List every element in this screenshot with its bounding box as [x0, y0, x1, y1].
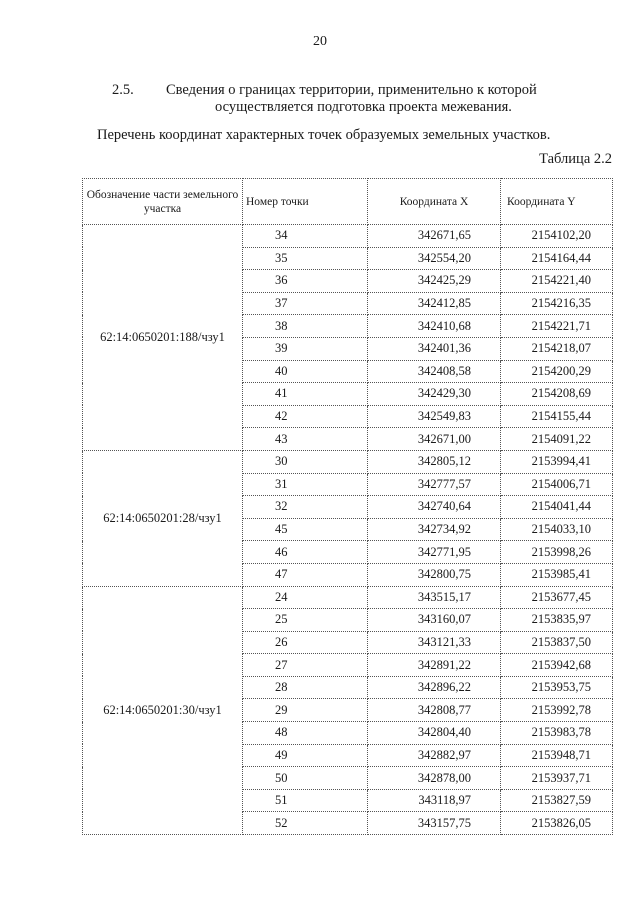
table-caption: Таблица 2.2: [539, 151, 612, 167]
coordinate-x: 342740,64: [368, 496, 501, 519]
coordinate-y: 2153835,97: [501, 609, 613, 632]
coordinate-x: 342671,65: [368, 225, 501, 248]
point-number: 50: [243, 767, 368, 790]
table-row: [83, 225, 613, 248]
coordinate-x: 342549,83: [368, 405, 501, 428]
coordinate-x: 342777,57: [368, 473, 501, 496]
section-title-line1: Сведения о границах территории, применительно к которой: [166, 82, 537, 98]
header-part: Обозначение части земельного участка: [83, 179, 243, 225]
point-number: 38: [243, 315, 368, 338]
coordinate-x: 342891,22: [368, 654, 501, 677]
table-body: [83, 225, 613, 835]
coordinates-table: [82, 178, 613, 835]
coordinate-y: 2154164,44: [501, 247, 613, 270]
point-number: 34: [243, 225, 368, 248]
point-number: 30: [243, 450, 368, 473]
coordinate-y: 2153827,59: [501, 789, 613, 812]
coordinate-y: 2153948,71: [501, 744, 613, 767]
land-plot-part: 62:14:0650201:188/чзу1: [83, 225, 243, 451]
coordinate-y: 2154221,40: [501, 270, 613, 293]
coordinate-y: 2154216,35: [501, 292, 613, 315]
point-number: 48: [243, 722, 368, 745]
coordinate-x: 343121,33: [368, 631, 501, 654]
header-x: Координата X: [368, 179, 501, 225]
header-y: Координата Y: [501, 179, 613, 225]
coordinate-y: 2153953,75: [501, 676, 613, 699]
coordinate-x: 342401,36: [368, 337, 501, 360]
coordinate-y: 2154091,22: [501, 428, 613, 451]
land-plot-part: 62:14:0650201:28/чзу1: [83, 450, 243, 586]
section-number: 2.5.: [112, 82, 134, 98]
land-plot-part: 62:14:0650201:30/чзу1: [83, 586, 243, 835]
point-number: 43: [243, 428, 368, 451]
point-number: 47: [243, 563, 368, 586]
point-number: 25: [243, 609, 368, 632]
page-number: 20: [313, 34, 327, 49]
point-number: 45: [243, 518, 368, 541]
header-point: Номер точки: [243, 179, 368, 225]
section-heading-line1: [112, 82, 537, 99]
coordinate-y: 2154006,71: [501, 473, 613, 496]
coordinate-x: 342425,29: [368, 270, 501, 293]
point-number: 52: [243, 812, 368, 835]
coordinate-y: 2153994,41: [501, 450, 613, 473]
point-number: 51: [243, 789, 368, 812]
coordinate-y: 2153826,05: [501, 812, 613, 835]
section-title-line2: осуществляется подготовка проекта межевания.: [215, 99, 512, 115]
coordinate-y: 2154041,44: [501, 496, 613, 519]
coordinate-x: 342771,95: [368, 541, 501, 564]
coordinate-y: 2154208,69: [501, 383, 613, 406]
coordinate-x: 342734,92: [368, 518, 501, 541]
point-number: 46: [243, 541, 368, 564]
table-row: [83, 586, 613, 609]
coordinate-x: 342429,30: [368, 383, 501, 406]
coordinate-x: 343118,97: [368, 789, 501, 812]
point-number: 40: [243, 360, 368, 383]
coordinate-x: 342878,00: [368, 767, 501, 790]
coordinate-y: 2153998,26: [501, 541, 613, 564]
point-number: 39: [243, 337, 368, 360]
point-number: 49: [243, 744, 368, 767]
coordinate-y: 2154102,20: [501, 225, 613, 248]
point-number: 27: [243, 654, 368, 677]
table-intro: Перечень координат характерных точек образуемых земельных участков.: [97, 127, 551, 143]
coordinate-x: 342882,97: [368, 744, 501, 767]
coordinate-y: 2153677,45: [501, 586, 613, 609]
coordinate-y: 2153983,78: [501, 722, 613, 745]
coordinate-y: 2154200,29: [501, 360, 613, 383]
point-number: 28: [243, 676, 368, 699]
point-number: 29: [243, 699, 368, 722]
coordinate-y: 2154033,10: [501, 518, 613, 541]
point-number: 41: [243, 383, 368, 406]
coordinate-x: 342800,75: [368, 563, 501, 586]
point-number: 32: [243, 496, 368, 519]
coordinate-y: 2154218,07: [501, 337, 613, 360]
point-number: 37: [243, 292, 368, 315]
coordinate-y: 2153992,78: [501, 699, 613, 722]
point-number: 35: [243, 247, 368, 270]
point-number: 31: [243, 473, 368, 496]
coordinate-x: 342410,68: [368, 315, 501, 338]
coordinate-y: 2153837,50: [501, 631, 613, 654]
coordinate-y: 2153942,68: [501, 654, 613, 677]
coordinate-y: 2153937,71: [501, 767, 613, 790]
point-number: 26: [243, 631, 368, 654]
coordinate-x: 342412,85: [368, 292, 501, 315]
coordinate-x: 343515,17: [368, 586, 501, 609]
point-number: 24: [243, 586, 368, 609]
table-header-row: [83, 179, 613, 225]
coordinate-x: 342805,12: [368, 450, 501, 473]
coordinate-x: 342671,00: [368, 428, 501, 451]
coordinate-x: 342896,22: [368, 676, 501, 699]
point-number: 42: [243, 405, 368, 428]
coordinate-x: 343157,75: [368, 812, 501, 835]
coordinate-y: 2153985,41: [501, 563, 613, 586]
coordinate-x: 342804,40: [368, 722, 501, 745]
point-number: 36: [243, 270, 368, 293]
coordinate-y: 2154221,71: [501, 315, 613, 338]
coordinate-x: 342554,20: [368, 247, 501, 270]
coordinate-x: 343160,07: [368, 609, 501, 632]
coordinate-x: 342408,58: [368, 360, 501, 383]
coordinate-x: 342808,77: [368, 699, 501, 722]
table-row: [83, 450, 613, 473]
coordinate-y: 2154155,44: [501, 405, 613, 428]
